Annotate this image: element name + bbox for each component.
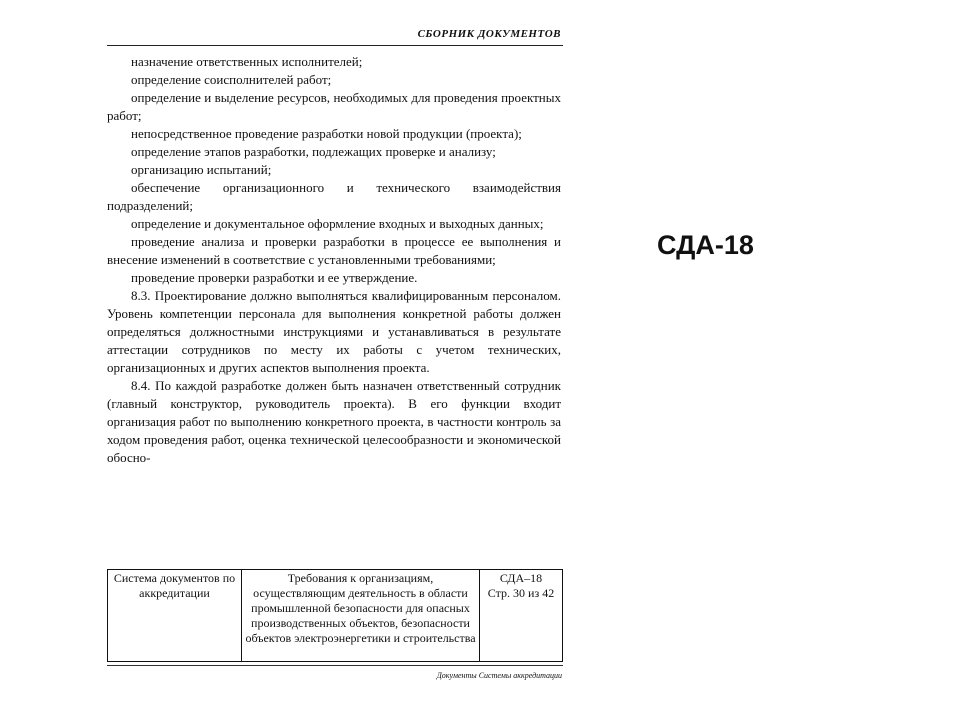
document-footer-table — [107, 569, 563, 662]
document-code: СДА–18 — [499, 571, 543, 585]
page-header — [107, 27, 563, 46]
code-page-cell — [480, 570, 563, 662]
system-cell: Система документов по аккредитации — [108, 570, 242, 662]
paragraph: проведение проверки разработки и ее утверждение. — [131, 270, 418, 285]
document-body — [107, 53, 561, 467]
paragraph: проведение анализа и проверки разработки в процессе ее выполнения и внесение изменений в соответствие с установленными требованиями; — [107, 234, 561, 267]
paragraph: определение и документальное оформление входных и выходных данных; — [131, 216, 544, 231]
page-number: Стр. 30 из 42 — [487, 586, 555, 600]
header-title: СБОРНИК ДОКУМЕНТОВ — [417, 28, 561, 40]
paragraph: назначение ответственных исполнителей; — [131, 54, 363, 69]
paragraph: обеспечение организационного и технического взаимодействия подразделений; — [107, 180, 561, 213]
paragraph: организацию испытаний; — [131, 162, 272, 177]
side-document-code: СДА-18 — [657, 230, 754, 260]
page-footer: Документы Системы аккредитации — [436, 671, 562, 680]
paragraph: определение этапов разработки, подлежащих проверке и анализу; — [131, 144, 496, 159]
requirements-cell: Требования к организациям, осуществляющим деятельность в области промышленной безопасности для опасных производственных объектов, безопасности объектов электроэнергетики и строительства — [242, 570, 480, 662]
paragraph: 8.3. Проектирование должно выполняться квалифицированным персоналом. Уровень компетенции персонала для выполнения конкретной работы должен определяться должностными инструкциями и устанавливаться в результате аттестации сотрудников по месту их работы с учетом технических, организационных и других аспектов выполнения проекта. — [107, 288, 561, 375]
footer-divider — [107, 665, 563, 666]
paragraph: определение соисполнителей работ; — [131, 72, 332, 87]
paragraph: определение и выделение ресурсов, необходимых для проведения проектных работ; — [107, 90, 561, 123]
paragraph: 8.4. По каждой разработке должен быть назначен ответственный сотрудник (главный конструктор, руководитель проекта). В его функции входит организация работ по выполнению конкретного проекта, в частности контроль за ходом проведения работ, оценка технической целесообразности и экономической обосно- — [107, 378, 561, 465]
paragraph: непосредственное проведение разработки новой продукции (проекта); — [131, 126, 522, 141]
